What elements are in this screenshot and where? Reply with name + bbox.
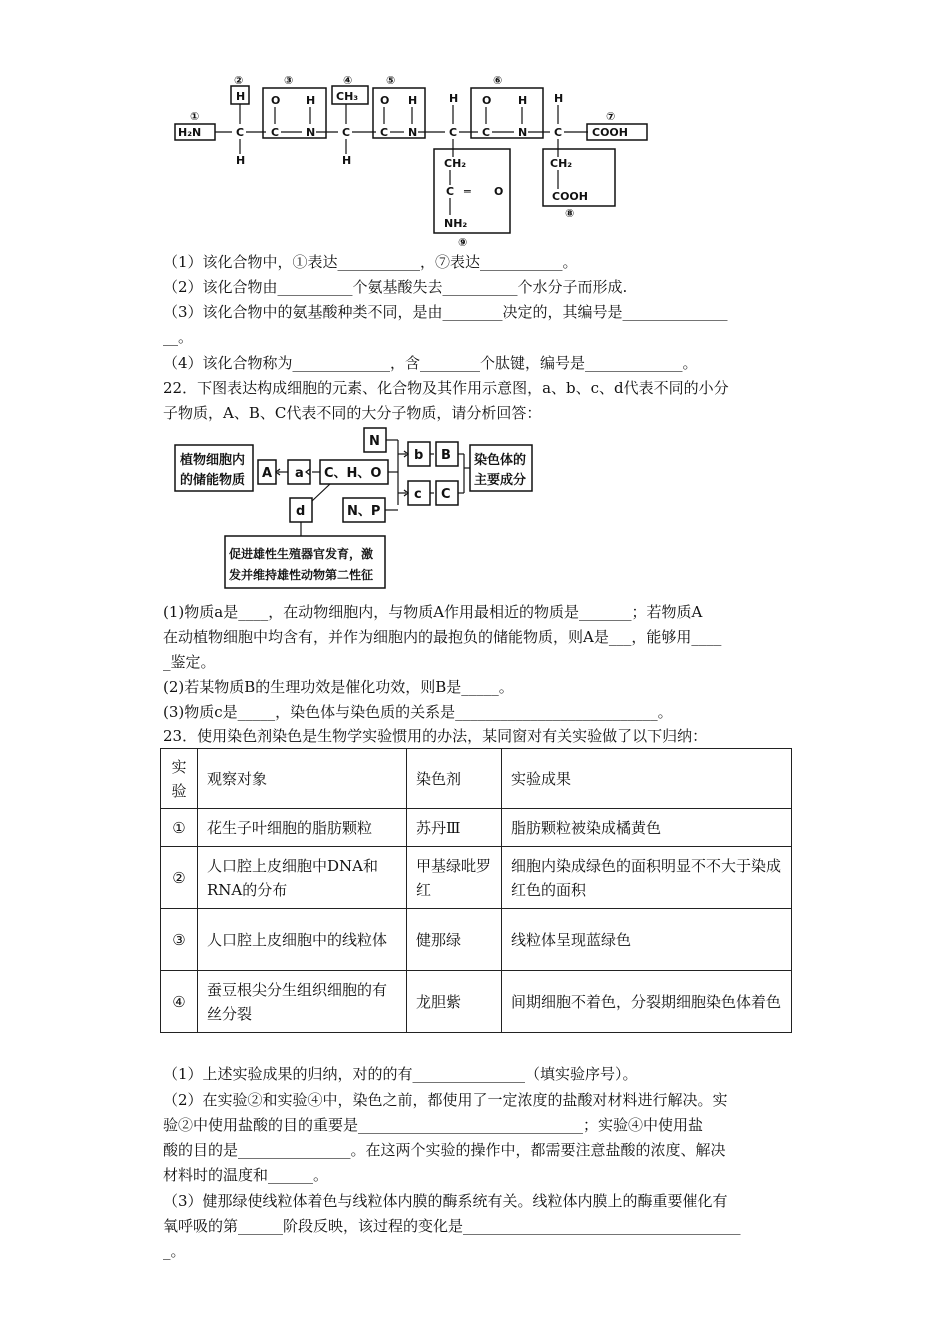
label-3: ③ [284,74,294,87]
svg-text:O: O [482,94,492,107]
label-9: ⑨ [458,236,468,249]
q23-answer-2a: （2）在实验②和实验④中，染色之前，都使用了一定浓度的盐酸对材料进行解决。实 [163,1091,728,1109]
svg-text:染色体的: 染色体的 [474,453,527,468]
svg-text:O: O [271,94,281,107]
q22-intro-1: 22．下图表达构成细胞的元素、化合物及其作用示意图，a、b、c、d代表不同的小分 [163,379,729,397]
q23-answer-2d: 材料时的温度和______。 [163,1166,329,1184]
svg-text:H: H [554,92,564,105]
label-8: ⑧ [565,207,575,220]
svg-text:促进雄性生殖器官发育，激: 促进雄性生殖器官发育，激 [229,547,374,561]
svg-text:CH₂: CH₂ [444,157,467,170]
table-row: ④ 蚕豆根尖分生组织细胞的有丝分裂 龙胆紫 间期细胞不着色，分裂期细胞染色体着色 [161,971,792,1033]
q23-answer-3b: 氧呼吸的第______阶段反映，该过程的变化是_____________________________________ [163,1217,741,1235]
table-row: ③ 人口腔上皮细胞中的线粒体 健那绿 线粒体呈现蓝绿色 [161,909,792,971]
svg-text:NH₂: NH₂ [444,217,468,230]
svg-text:C: C [441,487,451,502]
svg-text:H: H [306,94,316,107]
q22-p2: 在动植物细胞中均含有，并作为细胞内的最抱负的储能物质，则A是___，能够用____ [163,628,722,646]
svg-text:C: C [342,126,351,139]
compound-diagram [170,425,540,595]
label-5: ⑤ [386,74,396,87]
svg-text:植物细胞内: 植物细胞内 [180,453,246,468]
label-6: ⑥ [493,74,503,87]
svg-text:N: N [518,126,528,139]
q22-p4: (2)若某物质B的生理功效是催化功效，则B是_____。 [163,678,514,696]
q22-p5: (3)物质c是_____，染色体与染色质的关系是___________________________。 [163,703,673,721]
side-carboxyl: COOH [552,190,588,203]
q23-answer-2c: 酸的目的是_______________。在这两个实验的操作中，都需要注意盐酸的浓度、解决 [163,1141,726,1159]
label-7: ⑦ [606,110,616,123]
svg-text:H: H [518,94,528,107]
methyl-group: CH₃ [336,90,359,103]
carboxyl-group: COOH [592,126,628,139]
svg-text:H: H [408,94,418,107]
label-2: ② [234,74,244,87]
header-cell: 实验 [161,749,198,809]
table-row: ② 人口腔上皮细胞中DNA和RNA的分布 甲基绿吡罗红 细胞内染成绿色的面积明显不不大于染成红色的面积 [161,847,792,909]
q21-line-1: （1）该化合物中，①表达___________，⑦表达___________。 [163,253,578,271]
staining-table [160,748,792,1033]
q23-answer-2b: 验②中使用盐酸的目的重要是______________________________；实验④中使用盐 [163,1116,704,1134]
svg-text:H: H [236,90,246,103]
svg-text:C: C [380,126,389,139]
label-4: ④ [343,74,353,87]
q23-answer-1: （1）上述实验成果的归纳，对的的有_______________（填实验序号）。 [163,1065,638,1083]
svg-text:H: H [342,154,352,167]
svg-text:b: b [414,448,424,463]
svg-text:C: C [446,185,455,198]
svg-text:发并维持雄性动物第二性征: 发并维持雄性动物第二性征 [229,568,374,582]
q21-line-3b: __。 [163,328,194,346]
svg-text:N: N [306,126,316,139]
table-header-row [161,749,792,809]
svg-text:B: B [441,448,451,463]
svg-text:C: C [271,126,280,139]
svg-text:N、P: N、P [347,504,381,519]
q22-p1: (1)物质a是____，在动物细胞内，与物质A作用最相近的物质是_______；若物质A [163,603,703,621]
svg-text:C: C [449,126,458,139]
svg-text:O: O [494,185,504,198]
svg-text:c: c [414,487,422,502]
q23-intro: 23．使用染色剂染色是生物学实验惯用的办法，某同窗对有关实验做了以下归纳： [163,727,708,745]
svg-text:A: A [262,466,273,481]
svg-text:a: a [295,466,304,481]
q23-answer-3c: _。 [163,1242,186,1260]
svg-text:d: d [296,504,306,519]
q23-answer-3a: （3）健那绿使线粒体着色与线粒体内膜的酶系统有关。线粒体内膜上的酶重要催化有 [163,1192,728,1210]
header-cell: 观察对象 [198,749,407,809]
svg-text:N: N [408,126,418,139]
svg-text:H: H [236,154,246,167]
svg-text:主要成分: 主要成分 [474,473,527,488]
amino-group: H₂N [178,126,202,139]
q22-p3: _鉴定。 [163,653,216,671]
q22-intro-2: 子物质，A、B、C代表不同的大分子物质，请分析回答： [163,404,542,422]
header-cell: 实验成果 [502,749,792,809]
svg-text:CH₂: CH₂ [550,157,573,170]
q21-line-3: （3）该化合物中的氨基酸种类不同，是由________决定的，其编号是______________ [163,303,728,321]
svg-text:═: ═ [464,185,471,198]
header-cell: 染色剂 [407,749,502,809]
svg-text:N: N [369,434,380,449]
svg-text:O: O [380,94,390,107]
svg-text:C: C [482,126,491,139]
q21-line-2: （2）该化合物由__________个氨基酸失去__________个水分子而形成. [163,278,628,296]
svg-text:的储能物质: 的储能物质 [180,473,246,488]
q21-line-4: （4）该化合物称为_____________，含________个肽键，编号是_____________。 [163,354,698,372]
svg-text:C、H、O: C、H、O [324,466,382,481]
svg-text:C: C [236,126,245,139]
svg-text:H: H [449,92,459,105]
table-row: ① 花生子叶细胞的脂肪颗粒 苏丹Ⅲ 脂肪颗粒被染成橘黄色 [161,809,792,847]
label-1: ① [190,110,200,123]
svg-text:C: C [554,126,563,139]
peptide-structure-figure [160,72,660,252]
